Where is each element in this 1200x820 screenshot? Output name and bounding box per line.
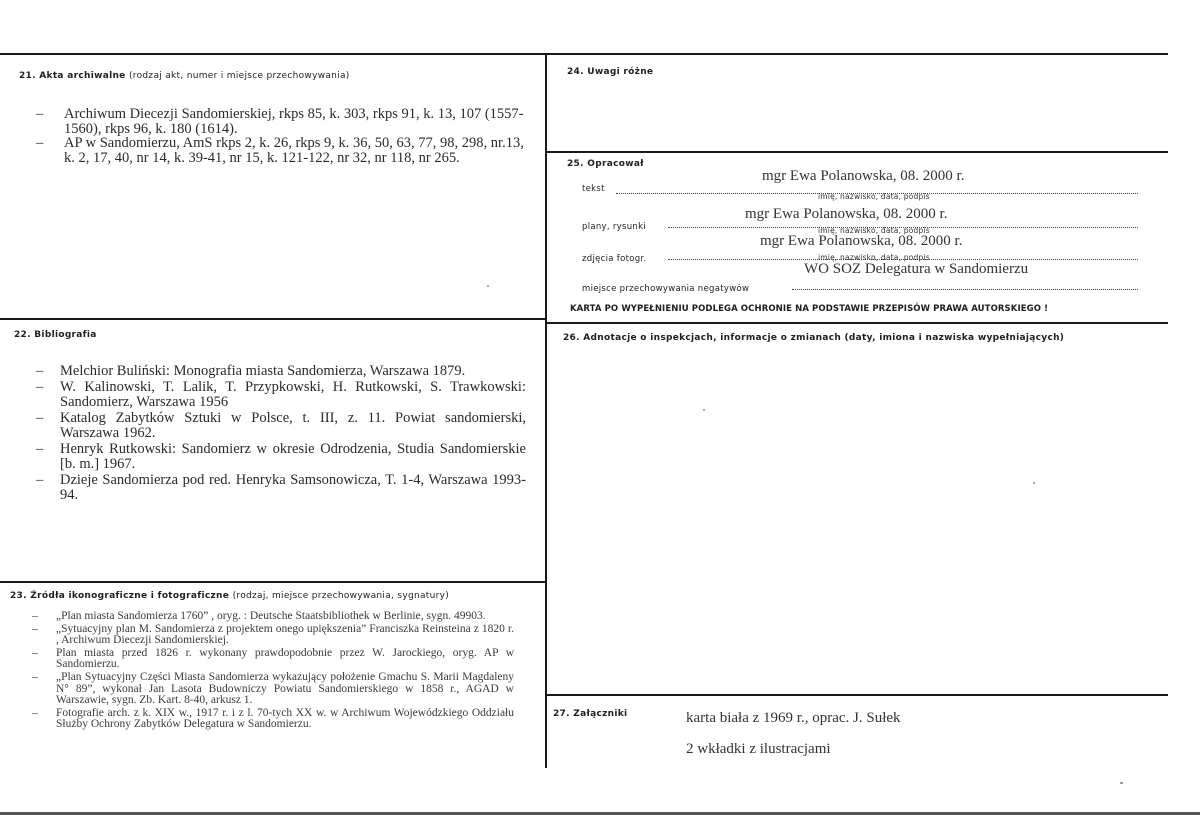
scan-speck <box>487 285 489 287</box>
list-item: – Archiwum Diecezji Sandomierskiej, rkps 85, k. 303, rkps 91, k. 13, 107 (1557-1560), rkps 96, k. 180 (1614). <box>36 106 524 137</box>
list-item: – Plan miasta przed 1826 r. wykonany prawdopodobnie przez W. Jarockiego, oryg. AP w Sandomierzu. <box>32 646 514 671</box>
row-value: mgr Ewa Polanowska, 08. 2000 r. <box>745 206 948 222</box>
scan-speck <box>703 409 705 411</box>
list-item: – Fotografie arch. z k. XIX w., 1917 r. i z l. 70-tych XX w. w Archiwum Wojewódzkiego Oddziału Służby Ochrony Zabytków Delegatura w Sandomierzu. <box>32 706 514 731</box>
row-zdjecia <box>582 233 1138 264</box>
section-21-title-main: 21. Akta archiwalne <box>19 71 126 81</box>
row-negatywy <box>582 261 1138 294</box>
list-item: – „Sytuacyjny plan M. Sandomierza z projektem onego upiększenia” Franciszka Reinsteina z 1820 r. , Archiwum Diecezji Sandomierskiej. <box>32 622 514 647</box>
copyright-notice: KARTA PO WYPEŁNIENIU PODLEGA OCHRONIE NA PODSTAWIE PRZEPISÓW PRAWA AUTORSKIEGO ! <box>570 304 1049 314</box>
bottom-edge-shadow <box>0 812 1200 815</box>
divider-24-25 <box>546 151 1168 153</box>
section-25-title: 25. Opracował <box>567 159 644 169</box>
row-label: tekst <box>582 184 605 194</box>
row-value: mgr Ewa Polanowska, 08. 2000 r. <box>760 233 963 249</box>
scan-speck <box>1120 782 1123 784</box>
list-item: – AP w Sandomierzu, AmS rkps 2, k. 26, rkps 9, k. 36, 50, 63, 77, 98, 298, nr.13, k. 2, 17, 40, nr 14, k. 39-41, nr 15, k. 121-122, nr 32, nr 118, nr 265. <box>36 135 524 166</box>
list-item: – Melchior Buliński: Monografia miasta Sandomierza, Warszawa 1879. <box>36 363 466 379</box>
row-label: plany, rysunki <box>582 222 646 232</box>
section-21-title-sub: (rodzaj akt, numer i miejsce przechowywania) <box>129 71 350 81</box>
list-item: – „Plan miasta Sandomierza 1760” , oryg. : Deutsche Staatsbibliothek w Berlinie, sygn. 49903. <box>32 610 486 622</box>
list-item: – W. Kalinowski, T. Lalik, T. Przypkowski, H. Rutkowski, S. Trawkowski: Sandomierz, Warszawa 1956 <box>36 378 526 410</box>
section-26-title: 26. Adnotacje o inspekcjach, informacje o zmianach (daty, imiona i nazwiska wypełniających) <box>563 333 1065 343</box>
section-24-title: 24. Uwagi różne <box>567 67 654 77</box>
top-border-line <box>0 53 1168 55</box>
section-27-title: 27. Załączniki <box>553 709 628 719</box>
section-22-title: 22. Bibliografia <box>14 330 97 340</box>
row-value: WO SOZ Delegatura w Sandomierzu <box>804 261 1029 277</box>
scan-speck <box>1033 482 1035 484</box>
section-21-title <box>19 71 350 81</box>
row-tekst <box>582 168 1138 201</box>
section-23-title: 23. Źródła ikonograficzne i fotograficzne (rodzaj, miejsce przechowywania, sygnatury) <box>10 591 450 601</box>
row-value: mgr Ewa Polanowska, 08. 2000 r. <box>762 168 965 184</box>
row-label: miejsce przechowywania negatywów <box>582 284 750 294</box>
section-23-list <box>32 611 514 732</box>
row-label: zdjęcia fotogr. <box>582 254 647 264</box>
row-hint: imię, nazwisko, data, podpis <box>818 192 930 201</box>
row-hint: imię, nazwisko, data, podpis <box>818 226 930 235</box>
divider-21-22 <box>0 318 546 320</box>
list-item: – Katalog Zabytków Sztuki w Polsce, t. III, z. 11. Powiat sandomierski, Warszawa 1962. <box>36 409 526 441</box>
attachment-item: 2 wkładki z ilustracjami <box>686 741 831 757</box>
divider-25-26 <box>546 322 1168 324</box>
center-divider <box>545 53 547 768</box>
row-plany <box>582 206 1138 235</box>
divider-22-23 <box>0 581 546 583</box>
divider-26-27 <box>546 694 1168 696</box>
section-21-list <box>36 107 526 165</box>
list-item: – „Plan Sytuacyjny Części Miasta Sandomierza wykazujący położenie Gmachu S. Marii Magdaleny N° 89”, wykonał Jan Lasota Budowniczy Powiatu Sandomierskiego w 1858 r., AGAD w Warszawie, sygn. Zb. Kart. 8-40, arkusz 1. <box>32 670 514 707</box>
dotted-line <box>792 289 1138 290</box>
row-hint: imię, nazwisko, data, podpis <box>818 253 930 262</box>
attachment-item: karta biała z 1969 r., oprac. J. Sułek <box>686 710 901 726</box>
list-item: – Henryk Rutkowski: Sandomierz w okresie Odrodzenia, Studia Sandomierskie [b. m.] 1967. <box>36 440 526 472</box>
list-item: – Dzieje Sandomierza pod red. Henryka Samsonowicza, T. 1-4, Warszawa 1993-94. <box>36 471 526 503</box>
section-22-list <box>36 364 526 504</box>
